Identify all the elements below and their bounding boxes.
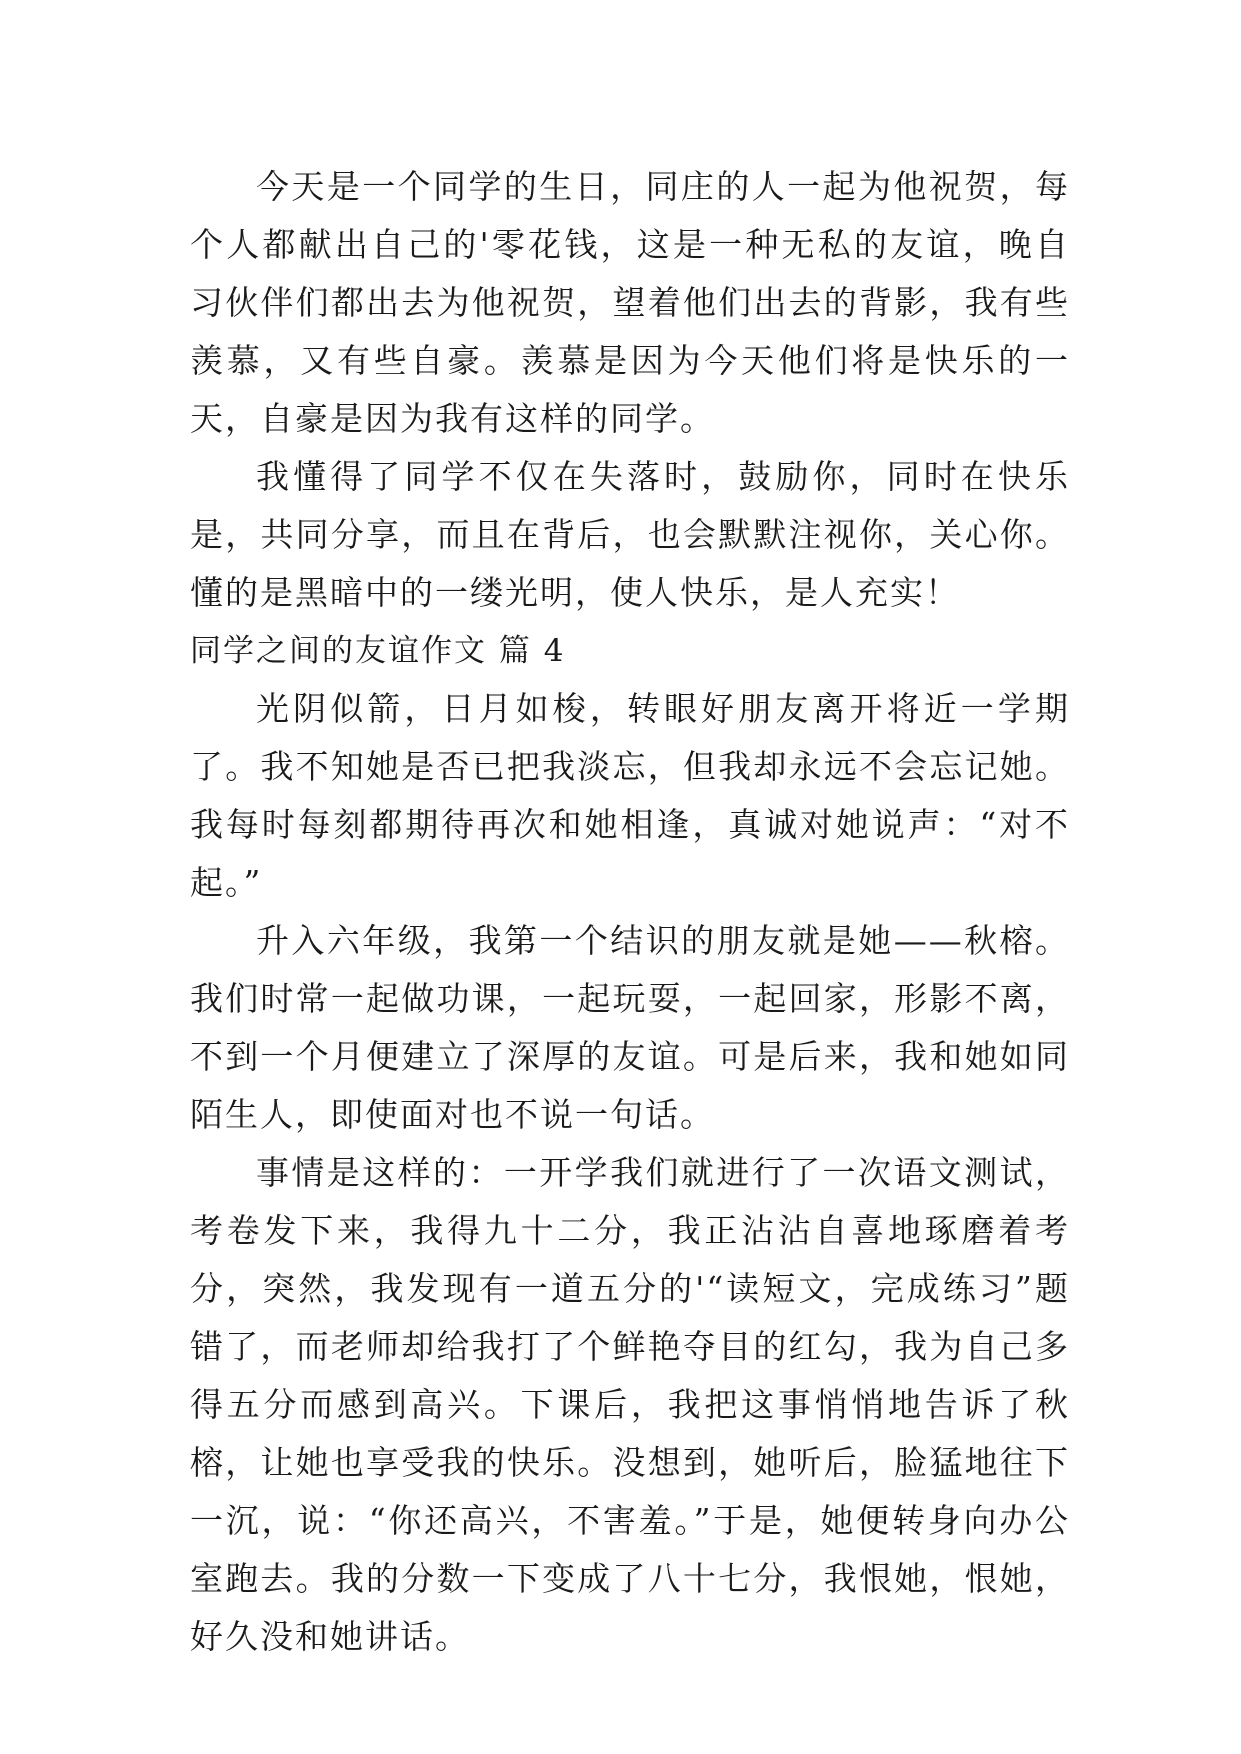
section-title: 同学之间的友谊作文 篇 4	[190, 633, 566, 669]
paragraph-understanding: 我懂得了同学不仅在失落时，鼓励你，同时在快乐是，共同分享，而且在背后，也会默默注视你，关心你。懂的是黑暗中的一缕光明，使人快乐，是人充实！	[190, 457, 1070, 612]
paragraph-birthday: 今天是一个同学的生日，同庄的人一起为他祝贺，每个人都献出自己的'零花钱，这是一种无私的友谊，晚自习伙伴们都出去为他祝贺，望着他们出去的背影，我有些羡慕，又有些自豪。羡慕是因为今天他们将是快乐的一天，自豪是因为我有这样的同学。	[190, 167, 1070, 438]
document-page	[190, 158, 1070, 1666]
paragraph-test-story: 事情是这样的：一开学我们就进行了一次语文测试，考卷发下来，我得九十二分，我正沾沾自喜地琢磨着考分，突然，我发现有一道五分的'“读短文，完成练习”题错了，而老师却给我打了个鲜艳夺目的红勾，我为自己多得五分而感到高兴。下课后，我把这事悄悄地告诉了秋榕，让她也享受我的快乐。没想到，她听后，脸猛地往下一沉，说：“你还高兴，不害羞。”于是，她便转身向办公室跑去。我的分数一下变成了八十七分，我恨她，恨她，好久没和她讲话。	[190, 1153, 1070, 1656]
paragraph-time-flies: 光阴似箭，日月如梭，转眼好朋友离开将近一学期了。我不知她是否已把我淡忘，但我却永远不会忘记她。我每时每刻都期待再次和她相逢，真诚对她说声：“对不起。”	[190, 689, 1070, 902]
paragraph-sixth-grade: 升入六年级，我第一个结识的朋友就是她——秋榕。我们时常一起做功课，一起玩耍，一起回家，形影不离，不到一个月便建立了深厚的友谊。可是后来，我和她如同陌生人，即使面对也不说一句话。	[190, 921, 1070, 1134]
